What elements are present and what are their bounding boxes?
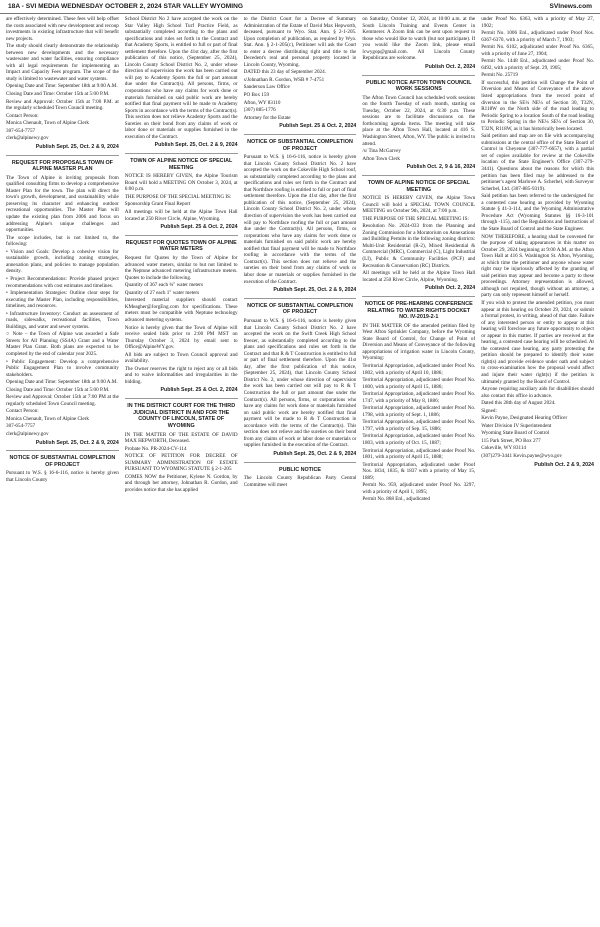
notice-divider: [244, 298, 357, 299]
notice-title: REQUEST FOR QUOTES TOWN OF ALPINE WATER METERS: [125, 239, 237, 253]
notice-title: NOTICE OF SUBSTANTIAL COMPLETION OF PROJECT: [9, 455, 116, 468]
legal-notice: [125, 235, 238, 394]
notice-paragraph: NOTICE OF PETITION FOR DECREE OF SUMMARY ADMINISTRATION OF ESTATE PURSUANT TO WYOMING STATUTE § 2-1-205: [124, 453, 238, 473]
notice-paragraph: IN THE MATTER OF THE ESTATE OF DAVID MAX HEPWORTH, Deceased.: [124, 431, 238, 445]
notice-paragraph: • Infrastructure Inventory: Conduct an assessment of roads, sidewalks, recreational facilities, Town Buildings, and water and sewer systems.: [6, 310, 119, 330]
page-header: [0, 0, 600, 14]
notice-paragraph: Permit No. 959, adjudicated under Proof No. 3297, with a priority of April 1, 1895;: [362, 482, 476, 495]
notice-paragraph: DATED this 23 day of September 2024.: [243, 69, 326, 76]
notice-paragraph: Closing Date and Time: October 15th at 5:00 P.M.: [6, 91, 110, 98]
legal-notice: [244, 462, 357, 489]
notice-columns: [6, 16, 594, 921]
notice-paragraph: Permit No. 868 Enl., adjudicated: [362, 496, 430, 503]
legal-notice: [125, 153, 238, 231]
notice-paragraph: on Saturday, October 12, 2024, at 10:00 a.m. at the South Lincoln Training and Events Center in Kemmerer. A Zoom link can be sent upon request to those who would like to watch (but not participate). If you would like the Zoom link, please email lcwygop@gmail.com. All Lincoln County Republicans are welcome.: [362, 16, 476, 62]
notice-paragraph: 307-654-7757: [6, 423, 36, 430]
notice-paragraph: Cokeville, WY 83114: [481, 445, 526, 452]
notice-paragraph: All meetings will be held at the Alpine Town Hall located at 250 River Circle, Alpine, Wyoming.: [362, 270, 476, 283]
legal-notice: [244, 298, 357, 458]
legal-notice: [125, 16, 238, 149]
notice-paragraph: Notice is hereby given that the Town of Alpine will receive sealed bids prior to 2:00 PM MST on Thursday October 3, 2024 by email sent to Office@AlpineWY.gov.: [124, 324, 238, 351]
notice-paragraph: s/Johnathan R. Gordon, WSB # 7-4751: [243, 76, 325, 83]
notice-column: [6, 16, 119, 921]
notice-paragraph: Territorial Appropriation, adjudicated under Proof No. 1802, with a priority of April 10, 1886;: [362, 363, 476, 376]
notice-paragraph: under Proof No. 6363, with a priority of May 27, 1902;: [481, 16, 594, 29]
notice-paragraph: Anyone requiring auxiliary aids for disabilities should also contact this office in advance.: [481, 386, 594, 399]
notice-paragraph: 307-654-7757: [6, 127, 36, 134]
notice-paragraph: (307) 885-1776: [243, 107, 276, 114]
notice-divider: [244, 462, 357, 463]
legal-notice: [362, 175, 475, 292]
notice-paragraph: ○ Note – the Town of Alpine was awarded a Safe Streets for All Planning (SS4A) Grant and a Water Master Plan Grant. Both plans are expected to be completed by the end of calendar year 2025.: [6, 331, 119, 357]
notice-paragraph: • Project Recommendations: Provide phased project recommendations with cost estimates and timelines.: [6, 275, 119, 289]
notice-paragraph: Resolution No. 2024-033 from the Planning and Zoning Commission for a Moratorium on Annexations and Building Permits in the following zoning districts: Multi-Unit Residential (R-2), Mixed Residential & Commercial (MRC), Commercial (C), Light Industrial (LI), Public & Community Facilities (PCF) and Recreation & Conservation (RC) Districts.: [362, 223, 476, 269]
notice-paragraph: Territorial Appropriation, adjudicated under Proof No. 1747, with a priority of May 8, 1886;: [362, 391, 476, 404]
notice-paragraph: NOW THEREFORE, a hearing shall be convened for the purpose of taking appearances in this matter on October 29, 2024 beginning at 9:00 A.M. at the Afton Town Hall at 416 S. Washington St. Afton, Wyoming, at which time the petitioner and anyone whose water right may be injuriously affected by the granting of said petition may appear and become a party to these proceedings. Attorney representation is allowed, although not required, though without an attorney, a party can only represent himself or herself.: [481, 233, 594, 299]
notice-paragraph: Monica Chenault, Town of Alpine Clerk: [6, 415, 89, 422]
notice-paragraph: Review and Approval: October 15th at 7:00 P.M. at the regularly scheduled Town Council meeting.: [6, 98, 119, 112]
notice-paragraph: Afton, WY 83110: [243, 99, 281, 106]
notice-paragraph: Contact Person:: [6, 112, 39, 119]
notice-paragraph: The study should clearly demonstrate the relationship between new developments and the necessary wastewater and water facilities, ensuring compliance with all legal requirements for implementing an Impact and Capacity Fees program. The scope of the study is limited to wastewater and water systems.: [6, 43, 119, 82]
notice-divider: [6, 450, 119, 451]
notice-paragraph: Closing Date and Time: October 15th at 5:00 P.M.: [6, 386, 110, 393]
legal-notice: [244, 16, 357, 130]
publish-dates: Publish Sept. 25 & Oct. 2, 2024: [160, 224, 238, 231]
notice-paragraph: Water Division IV Superintendent: [481, 422, 552, 429]
notice-paragraph: The Lincoln County Republican Party Central Committee will meet: [243, 475, 357, 488]
notice-paragraph: The scope includes, but is not limited to, the following:: [6, 234, 119, 248]
notice-paragraph: Permit No. 25719: [481, 72, 518, 79]
notice-paragraph: Sponsorship Grant Final Report: [124, 201, 191, 208]
notice-paragraph: NOTICE IS HEREBY GIVEN, the Alpine Tourism Board will hold a MEETING ON October 3, 2024, at 6:00 p.m.: [124, 173, 238, 193]
notice-paragraph: Afton Town Clerk: [362, 155, 400, 162]
notice-paragraph: Probate No. PR-2024-CV-114: [124, 445, 187, 452]
legal-notice: [6, 16, 119, 151]
publish-dates: Publish Sept. 25, Oct. 2 & 9, 2024: [273, 450, 357, 457]
notice-title: NOTICE OF SUBSTANTIAL COMPLETION OF PROJECT: [247, 302, 353, 316]
notice-paragraph: All bids are subject to Town Council approval and availability.: [124, 351, 238, 365]
notice-paragraph: Permit No. 6102, adjudicated under Proof No. 6365, with a priority of June 27, 1904;: [481, 44, 594, 57]
notice-divider: [244, 134, 357, 135]
header-website: SVInews.com: [549, 3, 592, 10]
notice-divider: [125, 235, 238, 236]
publish-dates: Publish Sept. 25, Oct. 2 & 9, 2024: [154, 142, 238, 149]
legal-notice: [6, 450, 119, 483]
notice-paragraph: All meetings will be held at the Alpine Town Hall located at 250 River Circle, Alpine, Wyoming.: [124, 209, 238, 222]
notice-divider: [362, 175, 475, 176]
notice-paragraph: Permit No. 1448 Enl., adjudicated under Proof No. 6492, with a priority of Sept. 29, 1905;: [481, 58, 594, 71]
publish-dates: Publish Sept. 25, Oct. 2 & 9, 2024: [35, 439, 119, 446]
notice-paragraph: Territorial Appropriation, adjudicated under Proof No. 1797, with a priority of Sep. 15, 1886;: [362, 419, 476, 432]
legal-notice: [481, 16, 594, 468]
notice-paragraph: Said petition and map are on file with accompanying submissions at the central office of the State Board of Control in Cheyenne (307-777-6657), with a partial set of copies available for review at the Cokeville location of the State Engineer's Office (307-279-3441). Questions about the reasons for which this petition has been filed may be addressed to the petitioner's agent Marlowe A. Scherbel, with Surveyor Scherbel, Ltd. (307-885-9319).: [481, 133, 594, 192]
notice-paragraph: Attorney for the Estate: [243, 114, 291, 121]
notice-paragraph: THE PURPOSE OF THE SPECIAL MEETING IS:: [124, 193, 232, 200]
notice-title: NOTICE OF SUBSTANTIAL COMPLETION OF PROJECT: [247, 138, 353, 152]
notice-paragraph: Quantity of 367 each ¾" water meters: [124, 282, 203, 289]
notice-paragraph: Interested material suppliers should contact KMeagher@JorgEng.com for specifications. These meters must be compatible with Neptune technology advanced metering systems.: [124, 297, 238, 323]
legal-notice: [362, 16, 475, 71]
publish-dates: Publish Oct. 2, 9 & 16, 2024: [406, 164, 476, 171]
publish-dates: Publish Sept. 25, Oct. 2 & 9, 2024: [35, 143, 119, 150]
notice-paragraph: COMES NOW the Petitioner, Kylene N. Gordon, by and through her attorney, Johnathan R. Gordon, and provides notice that she has applied: [124, 473, 238, 493]
publish-dates: Publish Sept. 25, Oct. 2 & 9, 2024: [273, 287, 357, 294]
notice-divider: [125, 153, 238, 154]
notice-paragraph: Opening Date and Time: September 18th at 9:00 A.M.: [6, 83, 118, 90]
notice-paragraph: Kevin Payne, Designated Hearing Officer: [481, 415, 568, 422]
notice-divider: [125, 398, 238, 399]
notice-paragraph: Contact Person:: [6, 408, 39, 415]
notice-title: IN THE DISTRICT COURT FOR THE THIRD JUDICIAL DISTRICT IN AND FOR THE COUNTY OF LINCOLN, STATE OF WYOMING: [127, 403, 236, 429]
notice-divider: [362, 296, 475, 297]
notice-paragraph: Opening Date and Time: September 18th at 9:00 A.M.: [6, 379, 118, 386]
notice-paragraph: Pursuant to W.S. § 16-6-116, notice is hereby given that Lincoln County: [6, 470, 119, 483]
notice-paragraph: NOTICE IS HEREBY GIVEN, the Alpine Town Council will hold a SPECIAL TOWN COUNCIL MEETING on October 9th, 2024, at 7:00 p.m.: [362, 195, 476, 215]
notice-paragraph: Review and Approval: October 15th at 7:00 PM at the regularly scheduled Town Council meeting.: [6, 394, 119, 407]
legal-notice: [244, 134, 357, 294]
notice-paragraph: • Vision and Goals: Develop a cohesive vision for sustainable growth, including zoning strategies, annexation plans, and policies to manage population density.: [6, 248, 119, 275]
notice-paragraph: • Implementation Strategies: Outline clear steps for executing the Master Plan, including responsibilities, timelines, and resources.: [6, 290, 119, 310]
notice-paragraph: Request for Quotes by the Town of Alpine for advanced water meters, similar to but not limited to the Neptune advanced metering infrastructure meters. Quotes to include the following.: [124, 255, 238, 281]
notice-paragraph: If you wish to protest the amended petition, you must appear at this hearing on October 29, 2024, or submit a formal protest, in writing, ahead of that date. Failure of any interested person or entity to appear at this hearing will foreclose any future opportunity to object or appear in this matter. If parties are received at the hearing, a contested case hearing will be scheduled. At the contested case hearing, any party protesting the petition should be prepared to identify their water right(s) and provide evidence under oath and subject to cross-examination how the proposal would affect and injure their water right(s) if the petition is ultimately granted by the Board of Control.: [481, 299, 594, 385]
notice-divider: [362, 75, 475, 76]
notice-title: TOWN OF ALPINE NOTICE OF SPECIAL MEETING: [367, 179, 470, 193]
notice-paragraph: clerk@alpinewy.gov: [6, 430, 49, 437]
notice-paragraph: The Owner reserves the right to reject any or all bids and to waive informalities and irregularities in the bidding.: [124, 365, 238, 385]
notice-paragraph: Territorial Appropriation, adjudicated under Proof Nos. 1834, 1835, & 1837 with a priority of May 15, 1889;: [362, 461, 476, 481]
notice-paragraph: Pursuant to W.S. § 16-6-116, notice is hereby given that Lincoln County School District No. 2 have accepted the work on the Swift Creek High School freezer, as substantially completed according to the plans and specifications and rules set forth in the Contract and that R & T Construction is entitled to full or part of final settlement therefore. Upon the 41st day, after the first publication of this notice, (September 25, 2024), that Lincoln County School District No. 2, under whose direction of supervision the work has been carried out will pay to R & T Construction the full or part amount due under the Contract(s). All persons, firms, or corporations who have any claims for work done or materials furnished on said public work are hereby notified that final payment will be made to R & T Construction in accordance with the terms of the Contract(s). This section does not relieve and the sureties on their bond from any claims of work or labor done or materials or supplies furnished in the execution of the Contract.: [243, 317, 357, 449]
publish-dates: Publish Oct. 2, 2024: [425, 285, 476, 292]
notice-paragraph: (307)279-3441 Kevin.payne@wyo.gov: [481, 453, 563, 459]
notice-paragraph: Territorial Appropriation, adjudicated under Proof No. 1803, with a priority of Oct. 15, 1887;: [362, 433, 476, 447]
legal-notice: [362, 296, 475, 503]
notice-paragraph: Said petition has been referred to the undersigned for a contested case hearing as provided by Wyoming Statute § 41-3-114, and the Wyoming Administrative Procedure Act (Wyoming Statutes §§ 16-3-101 through -115), and the Regulations and Instructions of the State Board of Control and the State Engineer.: [481, 193, 594, 232]
notice-title: REQUEST FOR PROPOSALS TOWN OF ALPINE MASTER PLAN: [11, 159, 113, 173]
notice-paragraph: School District No 2 have accepted the work on the Star Valley High School Turf Practice Field, as substantially completed according to the plans and specifications and rules set forth in the Contract and that Academy Sports, is entitled to full or part of final settlement therefore. Upon the 41st day, after the first publication of this notice, (September 25, 2024), Lincoln County School District No. 2, under whose direction of supervision the work has been carried out will pay to Academy Sports the full or part amount due under the Contract(s). All persons, firms, or corporations who have any claims for work done or materials furnished on said public work are hereby notified that final payment will be made to Academy Sports in accordance with the terms of the Contract(s). This section does not relieve Academy Sports and the Sureties on their bond from any claims of work or labor done or materials or supplies furnished in the execution of the Contract.: [124, 16, 238, 140]
notice-paragraph: Dated this 28th day of August 2024.: [481, 400, 556, 407]
notice-title: NOTICE OF PRE-HEARING CONFERENCE RELATING TO WATER RIGHTS DOCKET NO. IV-2019-2-1: [364, 300, 473, 321]
notice-paragraph: Territorial Appropriation, adjudicated under Proof No. 1801, with a priority of April 15, 1888;: [362, 447, 476, 461]
notice-title: PUBLIC NOTICE: [279, 466, 321, 473]
notice-paragraph: 115 Park Street, PO Box 277: [481, 437, 541, 444]
publish-dates: Publish Oct. 2, 2024: [425, 63, 476, 70]
notice-column: [244, 16, 357, 921]
notice-paragraph: Wyoming State Board of Control: [481, 430, 550, 437]
notice-paragraph: Sanderson Law Office: [243, 84, 290, 91]
legal-notice: [125, 398, 238, 493]
notice-title: TOWN OF ALPINE NOTICE OF SPECIAL MEETING: [130, 158, 233, 171]
notice-paragraph: Permit No. 1006 Enl., adjudicated under Proof Nos. 6367-6370, with a priority of March 7, 1903;: [481, 30, 594, 43]
notice-column: [481, 16, 594, 921]
notice-paragraph: Quantity of 27 each 1" water meters: [124, 289, 200, 296]
notice-paragraph: Territorial Appropriation, adjudicated under Proof No. 1800, with a priority of April 15, 1886;: [362, 377, 476, 390]
notice-paragraph: If successful, this petition will Change the Point of Diversion and Means of Conveyance of the above listed appropriations from the record point of diversion in the SE¼ NE¼ of Section 30, T32N, R118W on the North side of the road leading to Periodic Spring to a location South of the road leading to Periodic Spring in the NE¼ SE¼ of Section 30, T32N, R118W, as it has historically been located.: [481, 79, 594, 132]
legal-notice: [362, 75, 475, 171]
header-dateline: 18A - SVI MEDIA WEDNESDAY OCTOBER 2, 2024 STAR VALLEY WYOMING: [8, 3, 243, 10]
notice-column: [362, 16, 475, 921]
notice-paragraph: /s/ Tina McGarvey: [362, 148, 401, 155]
notice-paragraph: are effectively determined. These fees will help offset the costs associated with new development and recoup investments in existing infrastructure that will benefit new projects.: [6, 16, 119, 42]
notice-column: [125, 16, 238, 921]
notice-paragraph: Pursuant to W.S. § 16-6-116, notice is hereby given that Lincoln County School District No. 2 have accepted the work on the Cokeville High School roof, as substantially completed according to the plans and specifications and rules set forth in the Contract and that Northface roofing is entitled to full or part of final settlement therefore. Upon the 41st day, after the first publication of this notice, (September 25, 2024), Lincoln County School District No. 2, under whose direction of supervision the work has been carried out will pay to Northface roofing the full or part amount due under the Contract(s). All persons, firms, or corporations who have any claims for work done or materials furnished on said public work are hereby notified that final payment will be made to Northface roofing in accordance with the terms of the Contract(s). This section does not relieve and the sureties on their bond from any claims of work or labor done or materials or supplies furnished in the execution of the Contract.: [243, 154, 357, 285]
notice-paragraph: Signed:: [481, 407, 497, 414]
notice-paragraph: clerk@alpinewy.gov: [6, 135, 49, 142]
notice-title: PUBLIC NOTICE AFTON TOWN COUNCIL WORK SESSIONS: [365, 79, 472, 93]
notice-paragraph: • Public Engagement: Develop a comprehensive Public Engagement Plan to involve community stakeholders.: [6, 358, 119, 378]
notice-paragraph: IN THE MATTER OF the amended petition filed by West Afton Sprinkler Company, before the Wyoming State Board of Control, for Change of Point of Diversion and Means of Conveyance of the following appropriations of irrigation water in Lincoln County, Wyoming:: [362, 322, 476, 362]
notice-paragraph: PO Box 159: [243, 92, 270, 99]
publish-dates: Publish Oct. 2 & 9, 2024: [534, 461, 594, 468]
notice-paragraph: THE PURPOSE OF THE SPECIAL MEETING IS:: [362, 215, 469, 222]
legal-notice: [6, 155, 119, 447]
notice-paragraph: Territorial Appropriation, adjudicated under Proof No. 1798, with a priority of Sept. 1, 1886;: [362, 405, 476, 418]
notice-divider: [6, 155, 119, 156]
publish-dates: Publish Sept. 25 & Oct. 2, 2024: [279, 123, 357, 130]
notice-paragraph: Monica Chenault, Town of Alpine Clerk: [6, 120, 89, 127]
publish-dates: Publish Sept. 25 & Oct. 2, 2024: [160, 387, 238, 394]
notice-paragraph: The Town of Alpine is inviting proposals from qualified consulting firms to develop a comprehensive Master Plan for the town. The plan will direct the town's growth, development, and sustainability while preserving its character and enhancing outdoor recreational opportunities. The Master Plan will update the existing plan from 2006 and focus on addressing Alpine's unique challenges and opportunities.: [6, 174, 119, 234]
notice-paragraph: The Afton Town Council has scheduled work sessions on the fourth Tuesday of each month, starting on Tuesday, October 22, 2024, at 6:30 p.m. These sessions are to facilitate discussions on the forthcoming agenda items. The meeting will take place at the Afton Town Hall, located at 416 S. Washington Street, Afton, WY. The public is invited to attend.: [362, 94, 476, 147]
notice-paragraph: to the District Court for a Decree of Summary Administration of the Estate of David Max Hepworth, deceased, pursuant to Wyo. Stat. Ann. § 2-1-205. Upon completion of publication, as required by Wyo. Stat. Ann. § 2-1-205(c), Petitioner will ask the Court to enter a decree distributing right and title to the Decedent's real and personal property located in Lincoln County, Wyoming.: [243, 16, 357, 68]
